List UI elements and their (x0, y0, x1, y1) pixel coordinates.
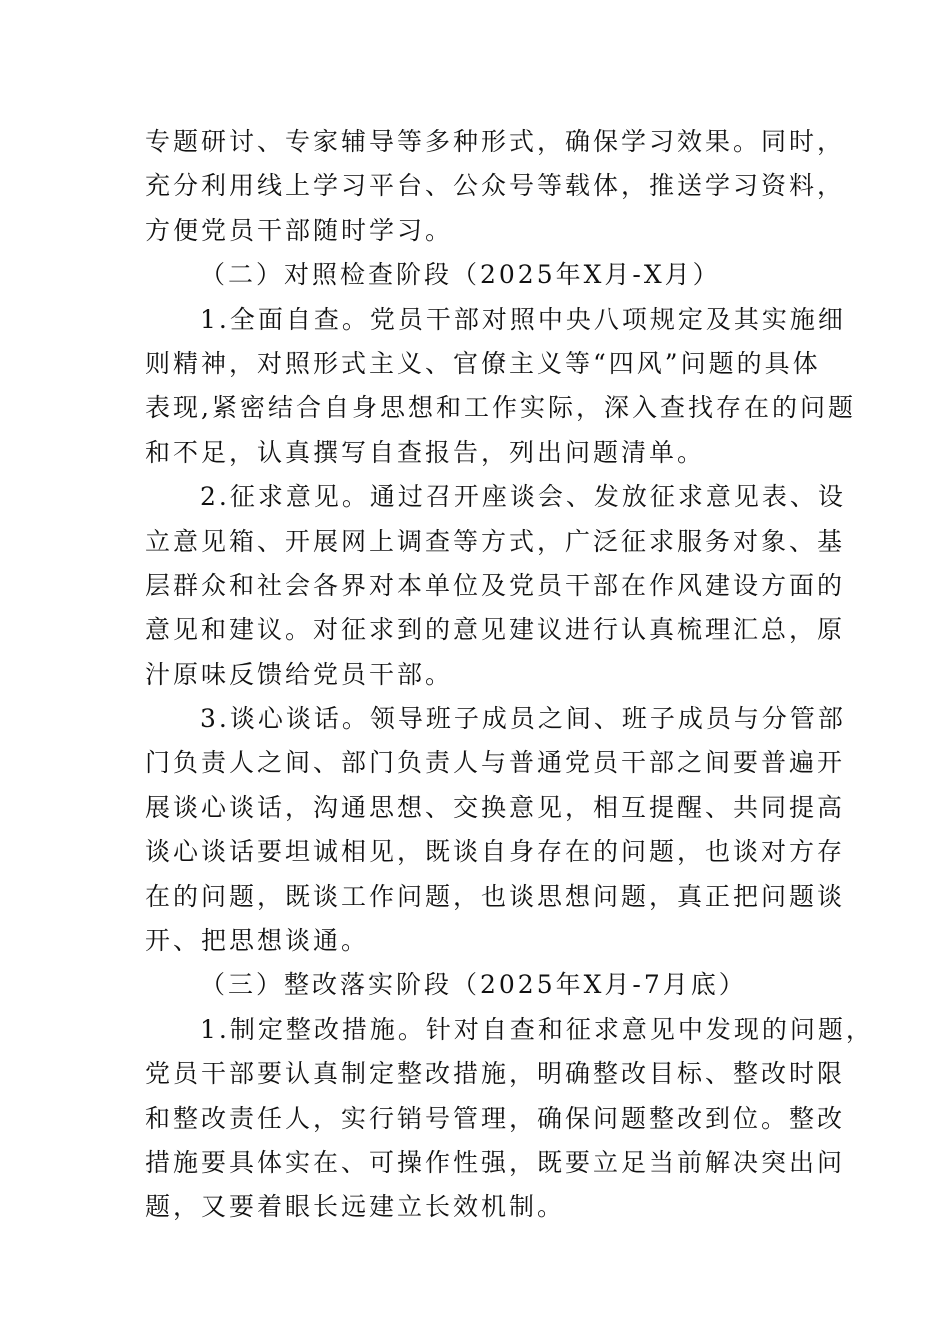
text-line: 和不足，认真撰写自查报告，列出问题清单。 (145, 437, 706, 467)
section-heading: （二）对照检查阶段（2025年X月-X月） (200, 260, 721, 290)
paragraph-first-line: 1.全面自查。党员干部对照中央八项规定及其实施细 (200, 304, 846, 334)
text-line: 立意见箱、开展网上调查等方式，广泛征求服务对象、基 (145, 526, 846, 556)
text-line: 方便党员干部随时学习。 (145, 215, 454, 245)
text-line: 意见和建议。对征求到的意见建议进行认真梳理汇总，原 (145, 615, 846, 645)
paragraph-first-line: 2.征求意见。通过召开座谈会、发放征求意见表、设 (200, 482, 846, 512)
text-line: 开、把思想谈通。 (145, 926, 370, 956)
paragraph-first-line: 1.制定整改措施。针对自查和征求意见中发现的问题， (200, 1014, 874, 1044)
text-line: 汁原味反馈给党员干部。 (145, 659, 454, 689)
document-body (145, 120, 874, 1230)
text-line: 党员干部要认真制定整改措施，明确整改目标、整改时限 (145, 1059, 846, 1089)
text-line: 层群众和社会各界对本单位及党员干部在作风建设方面的 (145, 570, 846, 600)
text-line: 题，又要着眼长远建立长效机制。 (145, 1192, 566, 1222)
text-line: 专题研讨、专家辅导等多种形式，确保学习效果。同时， (145, 127, 846, 156)
paragraph-first-line: 3.谈心谈话。领导班子成员之间、班子成员与分管部 (200, 704, 846, 734)
text-line: 谈心谈话要坦诚相见，既谈自身存在的问题，也谈对方存 (145, 837, 846, 867)
text-line: 和整改责任人，实行销号管理，确保问题整改到位。整改 (145, 1103, 846, 1133)
text-line: 表现,紧密结合自身思想和工作实际，深入查找存在的问题 (145, 393, 856, 423)
text-line: 在的问题，既谈工作问题，也谈思想问题，真正把问题谈 (145, 881, 846, 911)
text-line: 门负责人之间、部门负责人与普通党员干部之间要普遍开 (145, 748, 846, 778)
text-line: 展谈心谈话，沟通思想、交换意见，相互提醒、共同提高 (145, 792, 846, 822)
text-line: 充分利用线上学习平台、公众号等载体，推送学习资料， (145, 171, 846, 201)
section-heading: （三）整改落实阶段（2025年X月-7月底） (200, 970, 747, 1000)
text-line: 措施要具体实在、可操作性强，既要立足当前解决突出问 (145, 1147, 846, 1177)
text-line: 则精神，对照形式主义、官僚主义等“四风”问题的具体 (145, 348, 821, 378)
